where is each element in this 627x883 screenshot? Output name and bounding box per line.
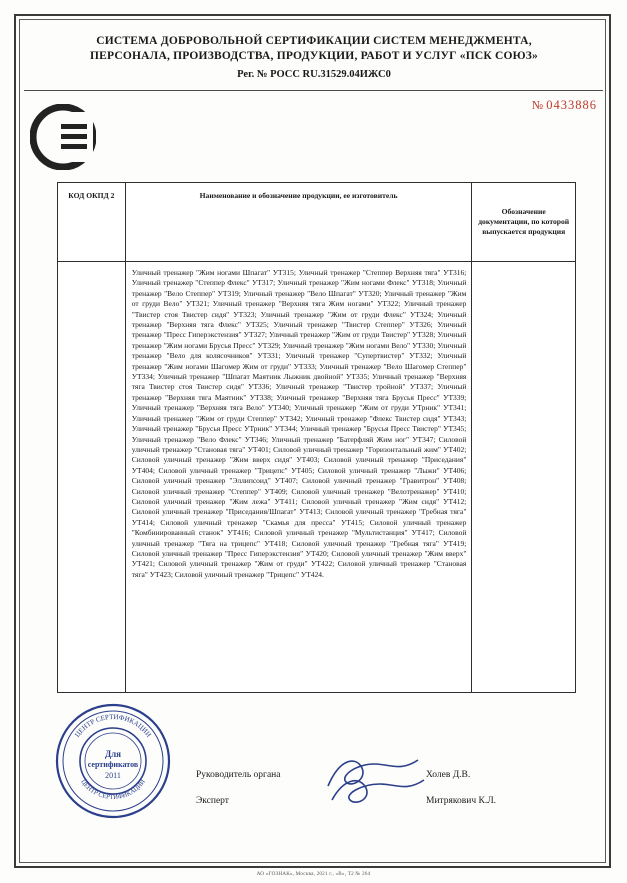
- header-line-2: ПЕРСОНАЛА, ПРОИЗВОДСТВА, ПРОДУКЦИИ, РАБОТ И УСЛУГ «ПСК СОЮЗ»: [90, 50, 538, 62]
- cell-documentation: [472, 262, 575, 692]
- official-stamp: [52, 700, 174, 822]
- registration-number: Рег. № РОСС RU.31529.04ИЖС0: [237, 69, 391, 80]
- product-table: [57, 182, 576, 693]
- signature-role-expert: Эксперт: [196, 796, 229, 806]
- cell-products: [126, 262, 473, 692]
- column-header-documentation: Обозначение документации, по которой выпускается продукция: [478, 207, 570, 236]
- column-header-products: Наименование и обозначение продукции, ее изготовитель: [126, 183, 473, 261]
- header-divider: [24, 90, 603, 91]
- column-header-code: КОД ОКПД 2: [58, 183, 126, 261]
- certification-emblem-icon: [30, 104, 96, 170]
- signature-row-expert: [196, 796, 576, 806]
- signature-row-head: [196, 770, 576, 780]
- table-row: [58, 262, 575, 692]
- signature-block: [196, 770, 576, 822]
- blank-number-digits: 0433886: [546, 98, 597, 112]
- signature-name-expert: Митрякович К.Л.: [426, 796, 497, 806]
- cell-code: [58, 262, 126, 692]
- svg-text:ЦЕНТР СЕРТИФИКАЦИИ: ЦЕНТР СЕРТИФИКАЦИИ: [73, 712, 153, 739]
- svg-text:Для: Для: [104, 749, 122, 759]
- table-header-row: [58, 183, 575, 262]
- blank-number-label: №: [531, 98, 544, 112]
- product-list-text: Уличный тренажер "Жим ногами Шпагат" УТ315; Уличный тренажер "Степпер Верхняя тяга" УТ316; Уличный тренажер "Степпер Флекс" УТ317; Уличный тренажер "Жим ногами Флекс" УТ318; Уличный тренажер "Вело Степпер" УТ319; Уличный тренажер "Вело Шпагат" УТ320; Уличный тренажер "Жим от груди Вело" УТ321; Уличный тренажер "Верхняя тяга Жим ногами" УТ322; Уличный тренажер "Твистер стоя Твистер сидя" УТ323; Уличный тренажер "Жим от груди Флекс" УТ324; Уличный тренажер "Верхняя тяга Флекс" УТ325; Уличный тренажер "Твистер Степпер" УТ326; Уличный тренажер "Пресс Гиперэкстензия" УТ327; Уличный тренажер "Жим от груди Твистер" УТ328; Уличный тренажер "Жим ногами Брусья Пресс" УТ329; Уличный тренажер "Жим ногами Вело" УТ330; Уличный тренажер "Вело для колясочников" УТ331; Уличный тренажер "Супертвистер" УТ332; Уличный тренажер "Жим ногами Шагомер Жим от груди" УТ333; Уличный тренажер "Вело Шагомер Степпер" УТ334; Уличный тренажер "Шпагат Маятник Лыжник двойной" УТ335; Уличный тренажер "Верхняя тяга Твистер стоя Твистер сидя" УТ336; Уличный тренажер "Твистер тройной" УТ337; Уличный тренажер "Верхняя тяга Маятник" УТ338; Уличный тренажер "Верхняя тяга Брусья Пресс" УТ339; Уличный тренажер "Верхняя тяга Вело" УТ340; Уличный тренажер "Жим от груди УТрник" УТ341; Уличный тренажер "Жим от груди Степпер" УТ342; Уличный тренажер "Флекс Твистер сидя" УТ343; Уличный тренажер "Брусья Пресс УТрник" УТ344; Уличный тренажер "Брусья Пресс Твистер" УТ345; Уличный тренажер "Вело Флекс" УТ346; Уличный тренажер "Батерфляй Жим ног" УТ347; Силовой уличный тренажер "Становая тяга" УТ401; Силовой уличный тренажер "Горизонтальный жим" УТ402; Силовой уличный тренажер "Жим вверх сидя" УТ403; Силовой уличный тренажер "Приседания" УТ404; Силовой уличный тренажер "Трицепс" УТ405; Силовой уличный тренажер "Лыжи" УТ406; Силовой уличный тренажер "Эллипсоид" УТ407; Силовой уличный тренажер "Гравитрон" УТ408; Силовой уличный тренажер "Степпер" УТ409; Силовой уличный тренажер "Велотренажер" УТ410; Силовой уличный тренажер "Жим лежа" УТ411; Силовой уличный тренажер "Жим сидя" УТ412; Силовой уличный тренажер "Приседания/Шпагат" УТ413; Силовой уличный тренажер "Гребная тяга" УТ414; Силовой уличный тренажер "Скамья для пресса" УТ415; Силовой уличный тренажер "Комбинированный станок" УТ416; Силовой уличный тренажер "Мультистанция" УТ417; Силовой уличный тренажер "Тяга на трицепс" УТ418; Силовой уличный тренажер "Гребная тяга" УТ419; Силовой уличный тренажер "Пресс Гиперэкстензия" УТ420; Силовой уличный тренажер "Жим вверх" УТ421; Силовой уличный тренажер "Жим от груди" УТ422; Силовой уличный тренажер "Становая тяга" УТ423; Силовой уличный тренажер "Трицепс" УТ424.: [131, 268, 467, 579]
- signature-role-head: Руководитель органа: [196, 770, 281, 780]
- footer-imprint: АО «ГОЗНАК», Москва, 2021 г., «В», Т2 № 264: [256, 871, 371, 877]
- svg-text:ЦЕНТР СЕРТИФИКАЦИИ: ЦЕНТР СЕРТИФИКАЦИИ: [79, 778, 147, 802]
- svg-text:2011: 2011: [105, 771, 121, 780]
- document-header: [38, 34, 590, 82]
- blank-number: [532, 98, 597, 113]
- signature-name-head: Холев Д.В.: [426, 770, 471, 780]
- header-line-1: СИСТЕМА ДОБРОВОЛЬНОЙ СЕРТИФИКАЦИИ СИСТЕМ МЕНЕДЖМЕНТА,: [96, 35, 532, 47]
- svg-text:сертификатов: сертификатов: [87, 760, 139, 769]
